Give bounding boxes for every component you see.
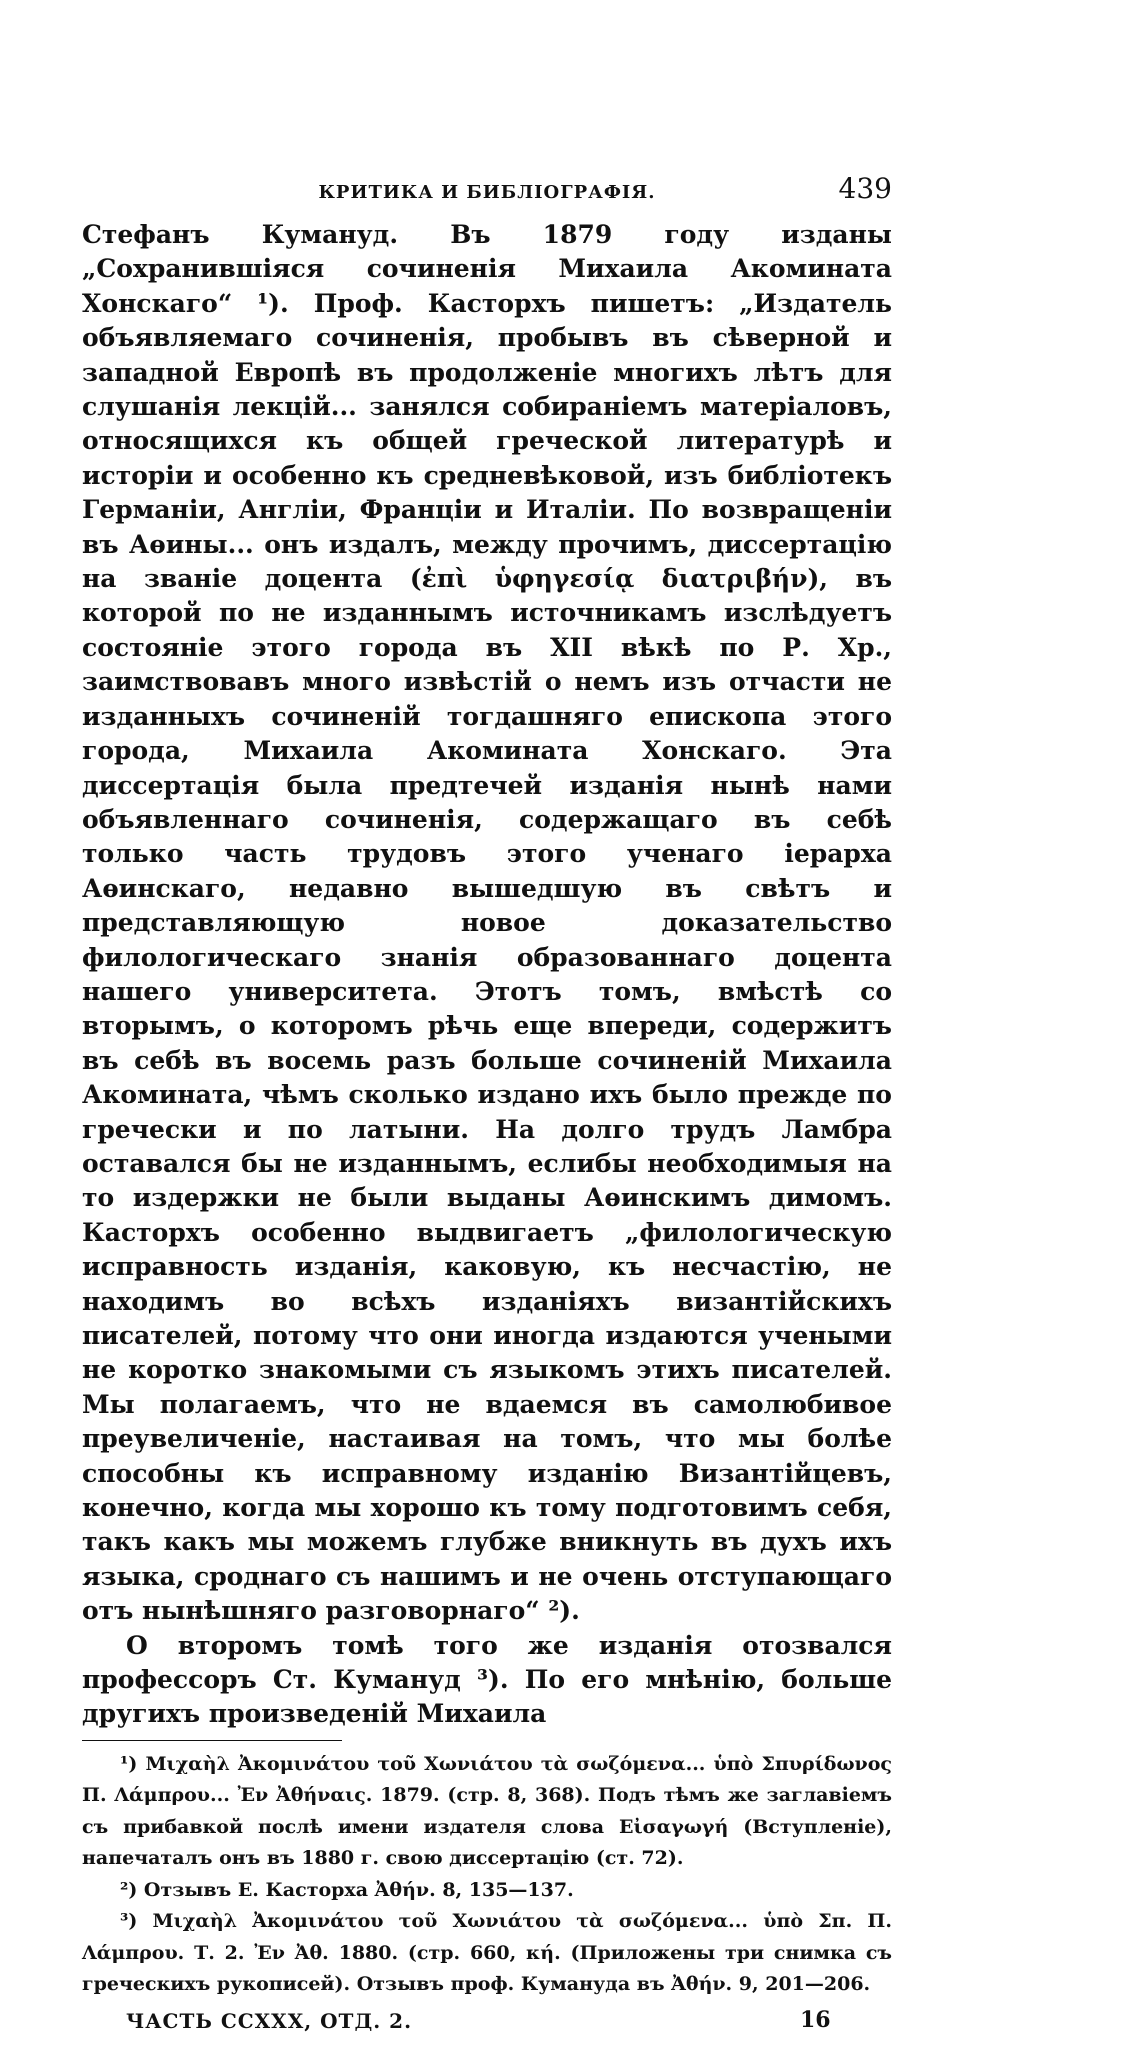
footnote-3: ³) Μιχαὴλ Ἀκομινάτου τοῦ Χωνιάτου τὰ σωζόμενα... ὑπὸ Σπ. Π. Λάμπρου. Τ. 2. Ἐν Ἀθ. 1880. (стр. 660, κή. (Приложены три снимка съ греческихъ рукописей). Отзывъ проф. Кумануда въ Ἀθήν. 9, 201—206.: [82, 1910, 892, 1996]
sheet-number: 16: [800, 2006, 831, 2033]
page-number: 439: [838, 172, 892, 205]
printer-signature: ЧАСТЬ CCXXX, ОТД. 2.: [126, 2008, 413, 2033]
page-footer: [82, 2003, 892, 2053]
footnote-2: ²) Отзывъ Е. Касторха Ἀθήν. 8, 135—137.: [120, 1878, 574, 1901]
footnote-1: ¹) Μιχαὴλ Ἀκομινάτου τοῦ Χωνιάτου τὰ σωζόμενα... ὑπὸ Σπυρίδωνος Π. Λάμπρου... Ἐν Ἀθήναις. 1879. (стр. 8, 368). Подъ тѣмъ же заглавіемъ съ прибавкой послѣ имени издателя слова Εἰσαγωγή (Вступленіе), напечаталъ онъ въ 1880 г. свою диссертацію (ст. 72).: [82, 1752, 892, 1870]
body-paragraph-2: О второмъ томѣ того же изданія отозвался профессоръ Ст. Кумануд ³). По его мнѣнію, больше другихъ произведеній Михаила: [82, 1630, 892, 1729]
body-paragraph-1: Стефанъ Кумануд. Въ 1879 году изданы „Сохранившіяся сочиненія Михаила Акомината Хонскаго“ ¹). Проф. Касторхъ пишетъ: „Издатель объявляемаго сочиненія, пробывъ въ сѣверной и западной Европѣ въ продолженіе многихъ лѣтъ для слушанія лекцій... занялся собираніемъ матеріаловъ, относящихся къ общей греческой литературѣ и исторіи и особенно къ средневѣковой, изъ библіотекъ Германіи, Англіи, Франціи и Италіи. По возвращеніи въ Аѳины... онъ издалъ, между прочимъ, диссертацію на званіе доцента (ἐπὶ ὑφηγεσίᾳ διατριβήν), въ которой по не изданнымъ источникамъ изслѣдуетъ состояніе этого города въ XII вѣкѣ по Р. Хр., заимствовавъ много извѣстій о немъ изъ отчасти не изданныхъ сочиненій тогдашняго епископа этого города, Михаила Акомината Хонскаго. Эта диссертація была предтечей изданія нынѣ нами объявленнаго сочиненія, содержащаго въ себѣ только часть трудовъ этого ученаго іерарха Аѳинскаго, недавно вышедшую въ свѣтъ и представляющую новое доказательство филологическаго знанія образованнаго доцента нашего университета. Этотъ томъ, вмѣстѣ со вторымъ, о которомъ рѣчь еще впереди, содержитъ въ себѣ въ восемь разъ больше сочиненій Михаила Акомината, чѣмъ сколько издано ихъ было прежде по гречески и по латыни. На долго трудъ Ламбра оставался бы не изданнымъ, еслибы необходимыя на то издержки не были выданы Аѳинскимъ димомъ. Касторхъ особенно выдвигаетъ „филологическую исправность изданія, каковую, къ несчастію, не находимъ во всѣхъ изданіяхъ византійскихъ писателей, потому что они иногда издаются учеными не коротко знакомыми съ языкомъ этихъ писателей. Мы полагаемъ, что не вдаемся въ самолюбивое преувеличеніе, настаивая на томъ, что мы болѣе способны къ исправному изданію Византійцевъ, конечно, когда мы хорошо къ тому подготовимъ себя, такъ какъ мы можемъ глубже вникнуть въ духъ ихъ языка, сроднаго съ нашимъ и не очень отступающаго отъ нынѣшняго разговорнаго“ ²).: [82, 220, 892, 1626]
page-header: [82, 168, 892, 218]
book-page: [82, 168, 892, 2053]
footnote-divider: [82, 1740, 342, 1741]
running-title: КРИТИКА И БИБЛІОГРАФІЯ.: [318, 182, 656, 203]
